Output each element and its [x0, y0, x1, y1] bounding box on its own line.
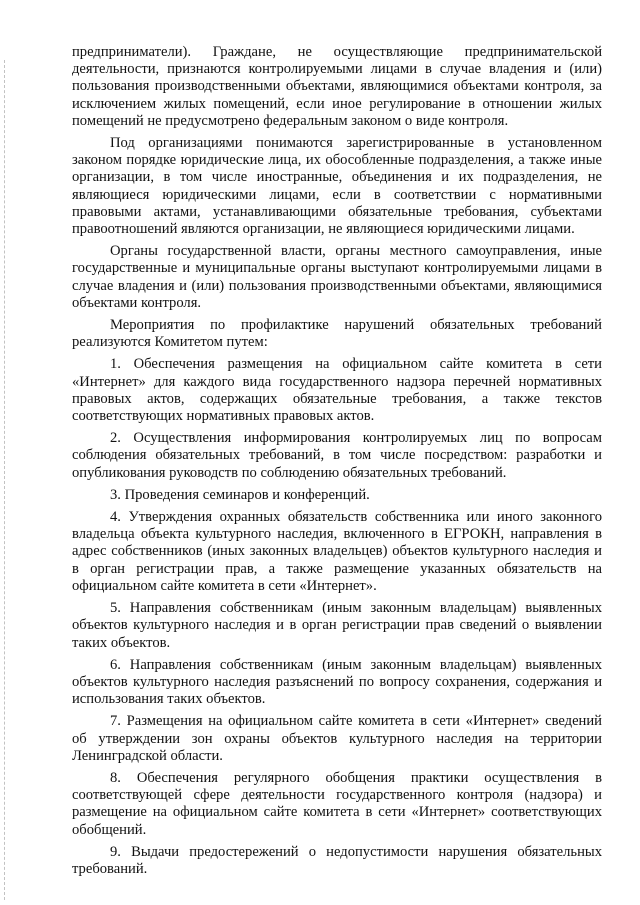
- list-item-3: 3. Проведения семинаров и конференций.: [110, 486, 370, 503]
- list-item-8: 8. Обеспечения регулярного обобщения практики осуществления в соответствующей сфере деятельности государственного контроля (надзора) и размещение на официальном сайте комитета в сети «Интернет» соответствующих обобщений.: [72, 769, 602, 838]
- paragraph-authorities: Органы государственной власти, органы местного самоуправления, иные государственные и муниципальные органы выступают контролируемыми лицами в случае владения и (или) пользования производственными объектами, являющимися объектами контроля.: [72, 243, 602, 311]
- list-item-7: 7. Размещения на официальном сайте комитета в сети «Интернет» сведений об утверждении зон охраны объектов культурного наследия на территории Ленинградской области.: [72, 713, 602, 764]
- list-item-1: 1. Обеспечения размещения на официальном сайте комитета в сети «Интернет» для каждого вида государственного надзора перечней нормативных правовых актов, содержащих обязательные требования, а также текстов соответствующих нормативных правовых актов.: [72, 356, 602, 425]
- scan-edge-artifact: [4, 60, 5, 900]
- list-item-2: 2. Осуществления информирования контролируемых лиц по вопросам соблюдения обязательных требований, в том числе посредством: разработки и опубликования руководств по соблюдению обязательных требований.: [72, 430, 602, 481]
- paragraph-organizations: Под организациями понимаются зарегистрированные в установленном законом порядке юридические лица, их обособленные подразделения, а также иные организации, в том числе иностранные, объединения и их подразделения, не являющиеся юридическими лицами, если в соответствии с нормативными правовыми актами, устанавливающими обязательные требования, субъектами правоотношений являются организации, не являющиеся юридическими лицами.: [72, 135, 602, 238]
- document-body: [72, 44, 602, 883]
- list-item-9: 9. Выдачи предостережений о недопустимости нарушения обязательных требований.: [72, 843, 602, 877]
- list-item-5: 5. Направления собственникам (иным законным владельцам) выявленных объектов культурного наследия и в орган регистрации прав сведений о выявлении таких объектов.: [72, 600, 602, 651]
- list-item-6: 6. Направления собственникам (иным законным владельцам) выявленных объектов культурного наследия разъяснений по вопросу сохранения, содержания и использования таких объектов.: [72, 656, 602, 708]
- paragraph-continuation: предприниматели). Граждане, не осуществляющие предпринимательской деятельности, признаются контролируемыми лицами в случае владения и (или) пользования производственными объектами, являющимися объектами контроля, за исключением жилых помещений, если иное регулирование в отношении жилых помещений не предусмотрено федеральным законом о виде контроля.: [72, 44, 602, 129]
- paragraph-measures-intro: Мероприятия по профилактике нарушений обязательных требований реализуются Комитетом путем:: [72, 317, 602, 351]
- list-item-4: 4. Утверждения охранных обязательств собственника или иного законного владельца объекта культурного наследия, включенного в ЕГРОКН, направления в адрес собственников (иных законных владельцев) объектов культурного наследия и в орган регистрации прав, а также размещение указанных обязательств на официальном сайте комитета в сети «Интернет».: [72, 509, 602, 594]
